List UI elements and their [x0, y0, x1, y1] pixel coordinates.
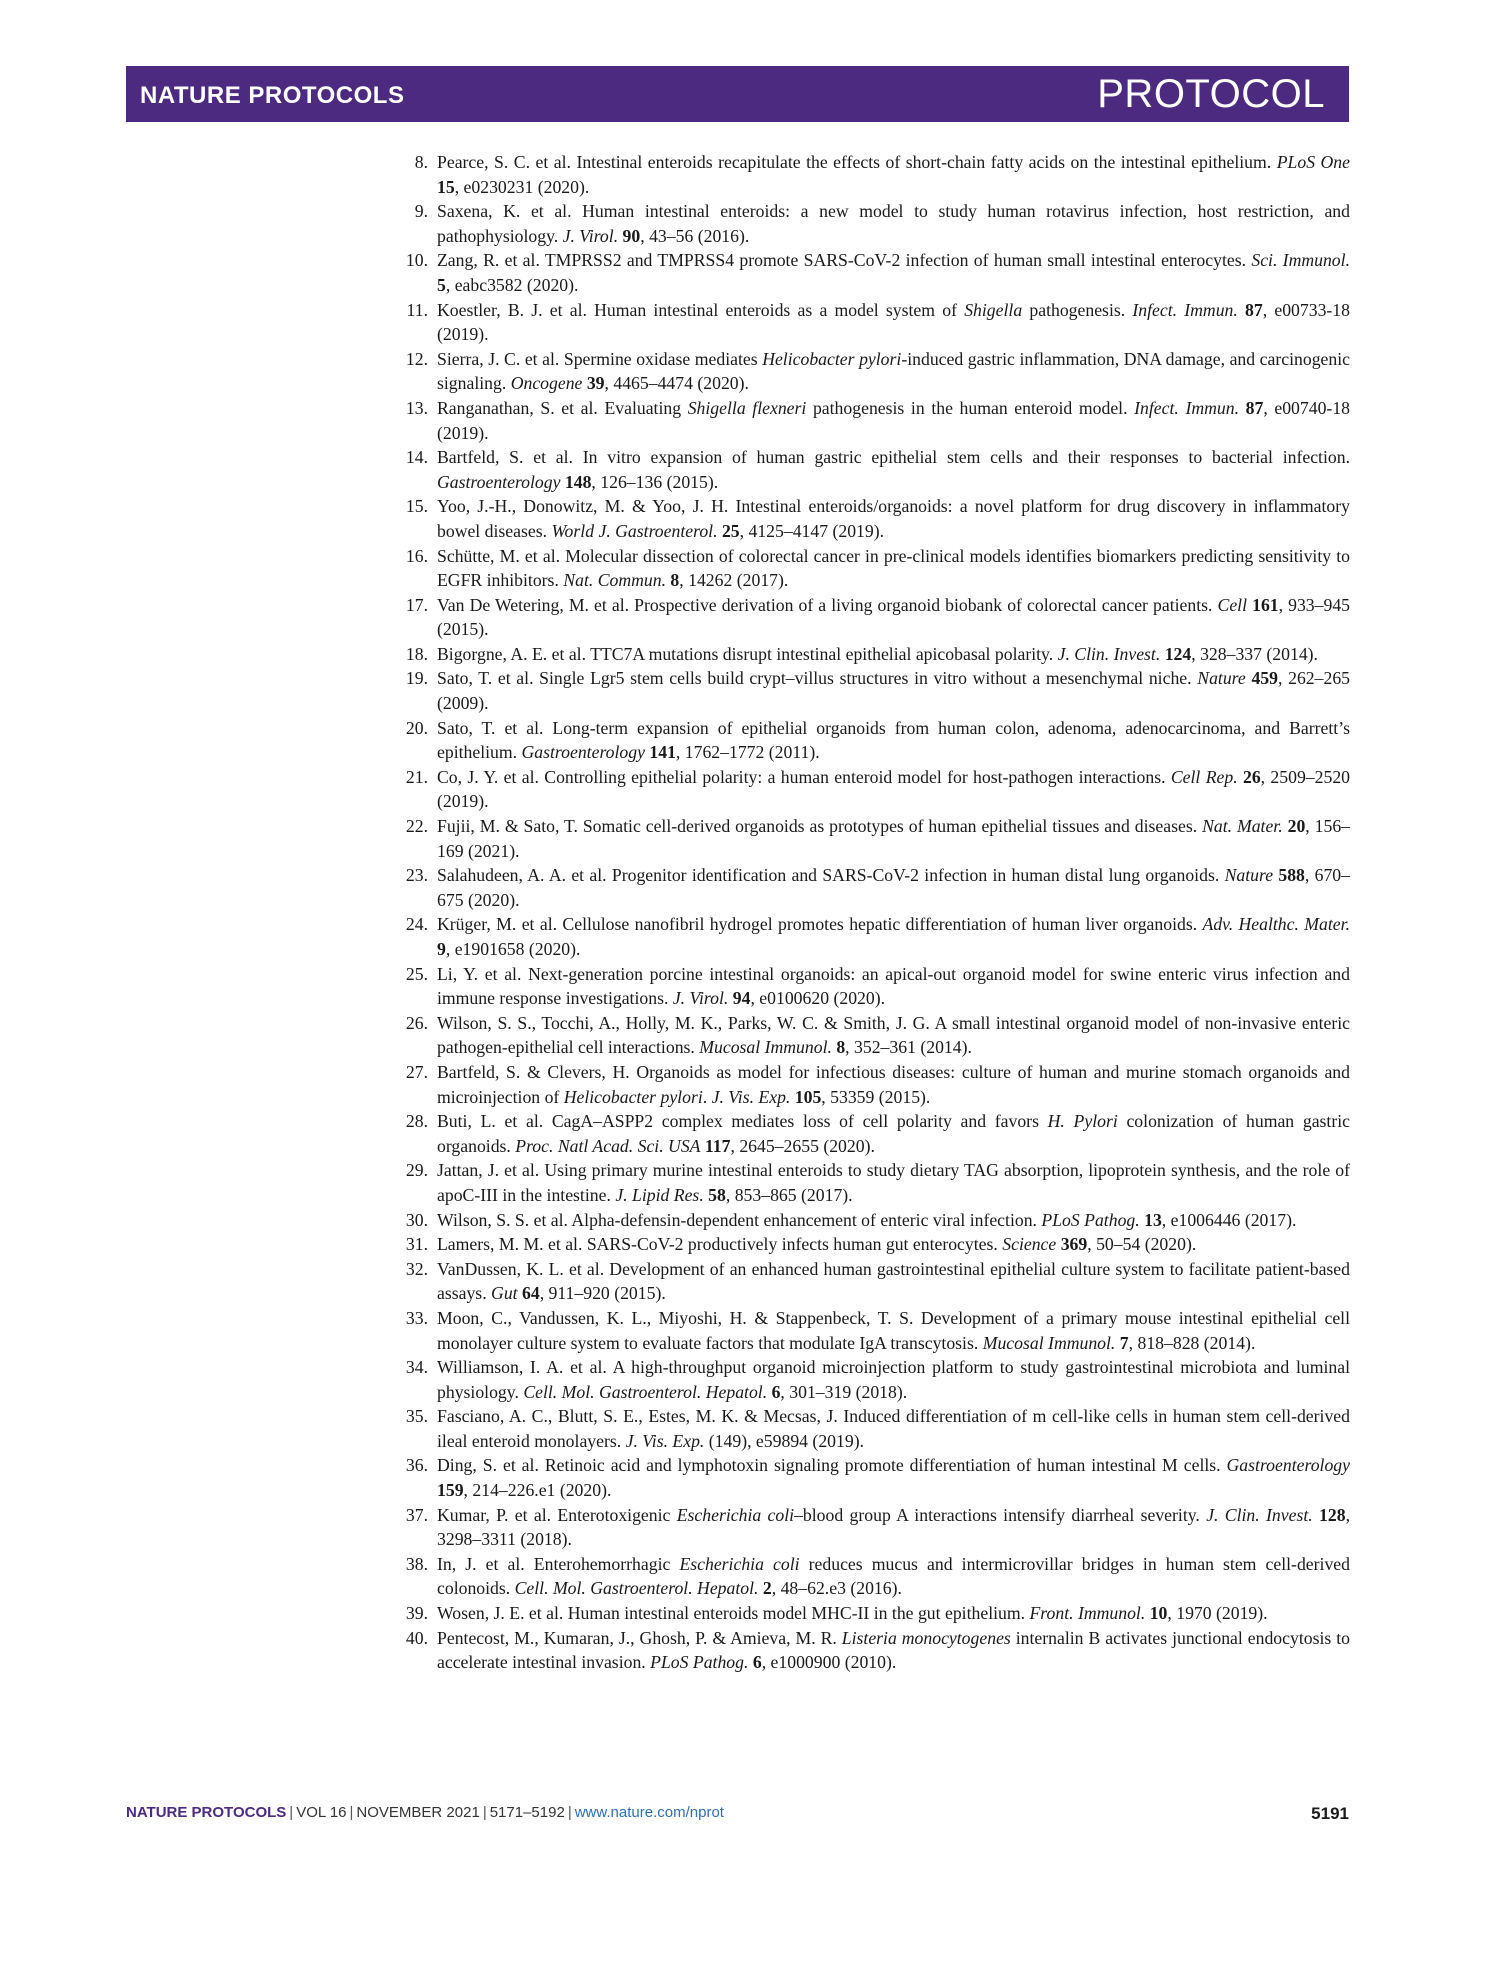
reference-number: 12. — [405, 348, 428, 369]
reference-volume: 105 — [794, 1086, 822, 1107]
reference-volume: 94 — [732, 988, 751, 1009]
reference-volume: 6 — [771, 1381, 781, 1402]
reference-text: Fasciano, A. C., Blutt, S. E., Estes, M. K. & Mecsas, J. Induced differentiation of m cell-like cells in human stem cell-derived ileal enteroid monolayers. — [437, 1406, 1350, 1451]
reference-italic-text: Proc. Natl Acad. Sci. USA — [515, 1135, 701, 1156]
reference-item — [388, 1060, 1350, 1109]
reference-item — [388, 1232, 1350, 1257]
reference-volume: 459 — [1251, 668, 1278, 689]
reference-italic-text: H. Pylori — [1047, 1111, 1118, 1132]
reference-text: Co, J. Y. et al. Controlling epithelial polarity: a human enteroid model for host-pathogen interactions. — [437, 766, 1171, 787]
reference-item — [388, 445, 1350, 494]
reference-number: 18. — [405, 643, 428, 664]
reference-italic-text: Mucosal Immunol. — [982, 1332, 1116, 1353]
footer-journal: NATURE PROTOCOLS — [126, 1804, 287, 1821]
reference-number: 8. — [414, 152, 428, 172]
reference-number: 39. — [405, 1603, 428, 1624]
reference-italic-text: Nature — [1197, 668, 1246, 689]
reference-text: Koestler, B. J. et al. Human intestinal enteroids as a model system of — [437, 299, 965, 320]
reference-text: (149), e59894 (2019). — [704, 1430, 865, 1451]
reference-volume: 5 — [437, 274, 446, 295]
reference-text: reduces mucus and intermicrovillar bridges in human stem cell-derived colonoids. — [437, 1553, 1350, 1599]
reference-italic-text: Nat. Commun. — [563, 570, 666, 591]
reference-text: Moon, C., Vandussen, K. L., Miyoshi, H. & Stappenbeck, T. S. Development of a primary mouse intestinal epithelial cell monolayer culture system to evaluate factors that modulate IgA transcytosis. — [437, 1307, 1350, 1353]
reference-italic-text: Oncogene — [510, 373, 583, 394]
reference-item — [388, 396, 1350, 445]
journal-header-bar — [126, 66, 1349, 122]
reference-text: , e00733-18 (2019). — [437, 299, 1350, 345]
reference-number: 38. — [405, 1553, 428, 1574]
reference-number: 23. — [405, 865, 428, 886]
reference-item — [388, 1257, 1350, 1306]
reference-italic-text: World J. Gastroenterol. — [551, 520, 718, 541]
reference-number: 11. — [406, 299, 428, 320]
journal-name: NATURE PROTOCOLS — [140, 82, 405, 109]
reference-volume: 58 — [708, 1184, 726, 1205]
reference-text: , 2509–2520 (2019). — [437, 766, 1351, 812]
reference-volume: 7 — [1119, 1332, 1129, 1353]
reference-item — [388, 1453, 1350, 1502]
reference-item — [388, 1626, 1350, 1675]
reference-italic-text: Infect. Immun. — [1132, 299, 1238, 320]
reference-volume: 124 — [1164, 643, 1192, 664]
reference-volume: 161 — [1252, 594, 1279, 615]
reference-italic-text: Gut — [491, 1283, 518, 1304]
reference-volume: 15 — [437, 176, 455, 197]
reference-text — [1238, 300, 1245, 320]
page-number: 5191 — [1311, 1804, 1349, 1823]
reference-text: , 14262 (2017). — [679, 570, 789, 591]
reference-italic-text: Helicobacter pylori — [563, 1086, 703, 1107]
reference-volume: 8 — [670, 570, 680, 591]
reference-volume: 159 — [437, 1480, 464, 1501]
reference-item — [388, 298, 1350, 347]
reference-number: 15. — [405, 496, 428, 517]
reference-italic-text: Shigella flexneri — [687, 397, 807, 418]
reference-text: Pentecost, M., Kumaran, J., Ghosh, P. & Amieva, M. R. — [437, 1627, 842, 1648]
reference-text: colonization of human gastric organoids. — [437, 1111, 1350, 1156]
reference-italic-text: J. Vis. Exp. — [711, 1086, 791, 1107]
reference-italic-text: Listeria monocytogenes — [841, 1627, 1011, 1648]
footer-url-link[interactable]: www.nature.com/nprot — [574, 1804, 724, 1821]
reference-text: , 53359 (2015). — [821, 1086, 931, 1107]
reference-text: , 301–319 (2018). — [780, 1381, 908, 1402]
reference-italic-text: Infect. Immun. — [1134, 397, 1239, 418]
reference-text: VanDussen, K. L. et al. Development of an enhanced human gastrointestinal epithelial culture system to facilitate patient-based assays. — [437, 1258, 1350, 1304]
reference-text: , 328–337 (2014). — [1191, 643, 1318, 664]
reference-volume: 87 — [1245, 397, 1264, 418]
reference-italic-text: J. Virol. — [672, 988, 729, 1009]
reference-item — [388, 863, 1350, 912]
reference-italic-text: Cell. Mol. Gastroenterol. Hepatol. — [514, 1578, 759, 1599]
reference-volume: 141 — [649, 742, 676, 763]
reference-text: , 1970 (2019). — [1167, 1603, 1268, 1624]
reference-italic-text: J. Lipid Res. — [615, 1184, 704, 1205]
reference-item — [388, 1552, 1350, 1601]
reference-text: Bartfeld, S. et al. In vitro expansion of human gastric epithelial stem cells and their responses to bacterial infection. — [437, 447, 1350, 468]
footer-volume: VOL 16 — [296, 1804, 347, 1821]
reference-item — [388, 150, 1350, 199]
reference-text: Buti, L. et al. CagA–ASPP2 complex mediates loss of cell polarity and favors — [437, 1111, 1048, 1132]
reference-number: 37. — [405, 1504, 428, 1525]
reference-text: Pearce, S. C. et al. Intestinal enteroids recapitulate the effects of short-chain fatty acids on the intestinal epithelium. — [437, 152, 1277, 172]
reference-number: 40. — [405, 1627, 428, 1648]
reference-text: , 156–169 (2021). — [437, 816, 1351, 861]
reference-item — [388, 716, 1350, 765]
reference-item — [388, 248, 1350, 297]
reference-text: Lamers, M. M. et al. SARS-CoV-2 productively infects human gut enterocytes. — [437, 1234, 1003, 1255]
reference-volume: 148 — [564, 471, 592, 492]
reference-volume: 13 — [1144, 1209, 1162, 1230]
reference-italic-text: Nature — [1224, 865, 1274, 886]
reference-italic-text: Escherichia coli — [676, 1504, 795, 1525]
reference-item — [388, 199, 1350, 248]
reference-item — [388, 642, 1350, 667]
reference-text: Wilson, S. S. et al. Alpha-defensin-dependent enhancement of enteric viral infection. — [437, 1209, 1042, 1230]
reference-number: 19. — [405, 668, 428, 689]
reference-text: , 262–265 (2009). — [437, 668, 1351, 714]
reference-text: , e1000900 (2010). — [761, 1652, 897, 1673]
reference-text: , 818–828 (2014). — [1128, 1332, 1256, 1353]
reference-number: 33. — [405, 1307, 428, 1328]
reference-text: Bigorgne, A. E. et al. TTC7A mutations disrupt intestinal epithelial apicobasal polarity. — [437, 643, 1058, 664]
reference-text: Sato, T. et al. Long-term expansion of epithelial organoids from human colon, adenoma, adenocarcinoma, and Barrett’s epithelium. — [437, 717, 1350, 763]
reference-text: , 933–945 (2015). — [437, 594, 1351, 640]
reference-number: 32. — [405, 1258, 428, 1279]
reference-volume: 39 — [586, 373, 605, 394]
reference-italic-text: Shigella — [964, 299, 1023, 320]
reference-text: Kumar, P. et al. Enterotoxigenic — [437, 1504, 677, 1525]
reference-volume: 20 — [1287, 816, 1306, 837]
reference-number: 27. — [405, 1061, 428, 1082]
reference-volume: 588 — [1278, 865, 1305, 886]
reference-text: , 126–136 (2015). — [591, 471, 719, 492]
reference-italic-text: Sci. Immunol. — [1251, 250, 1350, 271]
reference-number: 26. — [405, 1012, 428, 1033]
reference-item — [388, 544, 1350, 593]
reference-text: , 43–56 (2016). — [640, 225, 750, 246]
reference-number: 16. — [405, 545, 428, 566]
reference-text: Zang, R. et al. TMPRSS2 and TMPRSS4 promote SARS-CoV-2 infection of human small intestinal enterocytes. — [437, 250, 1252, 271]
reference-text: , e1901658 (2020). — [445, 939, 581, 959]
reference-text: internalin B activates junctional endocytosis to accelerate intestinal invasion. — [437, 1627, 1350, 1673]
reference-italic-text: Cell. Mol. Gastroenterol. Hepatol. — [523, 1381, 768, 1402]
reference-text: Li, Y. et al. Next-generation porcine intestinal organoids: an apical-out organoid model for swine enteric virus infection and immune response investigations. — [437, 963, 1350, 1009]
reference-item — [388, 814, 1350, 863]
reference-item — [388, 1601, 1350, 1626]
reference-text — [1239, 398, 1246, 418]
reference-italic-text: Mucosal Immunol. — [699, 1037, 832, 1058]
reference-text: , e00740-18 (2019). — [437, 397, 1351, 443]
reference-text: , 853–865 (2017). — [725, 1184, 853, 1205]
reference-item — [388, 765, 1350, 814]
reference-text: , 352–361 (2014). — [845, 1037, 972, 1058]
reference-italic-text: J. Virol. — [562, 225, 619, 246]
reference-italic-text: Helicobacter pylori — [762, 348, 902, 369]
reference-text: Saxena, K. et al. Human intestinal enteroids: a new model to study human rotavirus infection, host restriction, and pathophysiology. — [437, 201, 1350, 246]
reference-text: , 911–920 (2015). — [539, 1283, 666, 1304]
reference-italic-text: PLoS One — [1276, 152, 1350, 172]
reference-item — [388, 1109, 1350, 1158]
reference-item — [388, 1355, 1350, 1404]
reference-italic-text: Gastroenterology — [1226, 1455, 1350, 1476]
reference-number: 24. — [405, 914, 428, 935]
reference-text: Williamson, I. A. et al. A high-throughput organoid microinjection platform to study gastrointestinal microbiota and luminal physiology. — [437, 1357, 1350, 1402]
reference-volume: 128 — [1319, 1504, 1346, 1525]
reference-text: Sato, T. et al. Single Lgr5 stem cells build crypt–villus structures in vitro without a mesenchymal niche. — [437, 668, 1198, 689]
reference-text: , e0230231 (2020). — [454, 176, 590, 197]
reference-number: 31. — [405, 1234, 428, 1255]
reference-number: 13. — [405, 397, 428, 418]
reference-number: 30. — [405, 1209, 428, 1230]
reference-text: –blood group A interactions intensify diarrheal severity. — [794, 1504, 1207, 1525]
reference-volume: 9 — [437, 939, 446, 959]
reference-text: , 2645–2655 (2020). — [730, 1135, 875, 1156]
reference-volume: 64 — [522, 1283, 540, 1304]
reference-italic-text: J. Clin. Invest. — [1206, 1504, 1313, 1525]
reference-item — [388, 1011, 1350, 1060]
reference-text: , 4465–4474 (2020). — [604, 373, 749, 394]
reference-volume: 25 — [721, 520, 740, 541]
reference-number: 9. — [414, 201, 428, 222]
reference-text: Ranganathan, S. et al. Evaluating — [437, 397, 688, 418]
reference-italic-text: J. Vis. Exp. — [625, 1430, 705, 1451]
reference-italic-text: PLoS Pathog. — [650, 1652, 749, 1673]
reference-list — [388, 150, 1350, 1675]
reference-italic-text: Gastroenterology — [437, 471, 561, 492]
reference-text: Van De Wetering, M. et al. Prospective derivation of a living organoid biobank of colorectal cancer patients. — [437, 594, 1218, 615]
reference-text: Sierra, J. C. et al. Spermine oxidase mediates — [437, 348, 763, 369]
reference-volume: 369 — [1060, 1234, 1088, 1255]
reference-number: 25. — [405, 963, 428, 984]
reference-text: , 670–675 (2020). — [437, 865, 1350, 910]
reference-volume: 87 — [1245, 299, 1263, 320]
footer-date: NOVEMBER 2021 — [356, 1804, 480, 1821]
reference-italic-text: Science — [1002, 1234, 1057, 1255]
reference-text: , 214–226.e1 (2020). — [463, 1480, 612, 1501]
reference-volume: 2 — [762, 1578, 772, 1599]
reference-text: Salahudeen, A. A. et al. Progenitor identification and SARS-CoV-2 infection in human distal lung organoids. — [437, 865, 1225, 886]
reference-text: Schütte, M. et al. Molecular dissection of colorectal cancer in pre-clinical models identifies biomarkers predicting sensitivity to EGFR inhibitors. — [437, 545, 1350, 591]
reference-text: , 1762–1772 (2011). — [675, 742, 820, 763]
reference-text: Fujii, M. & Sato, T. Somatic cell-derived organoids as prototypes of human epithelial tissues and diseases. — [437, 816, 1203, 837]
reference-item — [388, 1306, 1350, 1355]
reference-text: pathogenesis in the human enteroid model. — [806, 397, 1135, 418]
reference-item — [388, 1158, 1350, 1207]
reference-item — [388, 347, 1350, 396]
reference-italic-text: Cell — [1217, 594, 1248, 615]
reference-item — [388, 1208, 1350, 1233]
reference-number: 29. — [405, 1160, 428, 1181]
reference-italic-text: Gastroenterology — [521, 742, 645, 763]
reference-volume: 8 — [836, 1037, 846, 1058]
reference-number: 34. — [405, 1357, 428, 1378]
reference-italic-text: Adv. Healthc. Mater. — [1202, 914, 1350, 935]
reference-volume: 6 — [752, 1652, 762, 1673]
reference-italic-text: Nat. Mater. — [1202, 816, 1283, 837]
reference-italic-text: J. Clin. Invest. — [1057, 643, 1161, 664]
reference-number: 36. — [405, 1455, 428, 1476]
footer-citation: NATURE PROTOCOLS | VOL 16 | NOVEMBER 2021 | 5171–5192 | www.nature.com/nprot — [126, 1804, 724, 1821]
footer-pages: 5171–5192 — [489, 1804, 565, 1821]
reference-italic-text: PLoS Pathog. — [1041, 1209, 1140, 1230]
reference-item — [388, 962, 1350, 1011]
reference-number: 14. — [405, 447, 428, 468]
reference-text: , 48–62.e3 (2016). — [771, 1578, 902, 1599]
reference-italic-text: Front. Immunol. — [1029, 1603, 1146, 1624]
reference-item — [388, 494, 1350, 543]
reference-number: 17. — [405, 594, 428, 615]
reference-number: 21. — [405, 766, 428, 787]
reference-item — [388, 1404, 1350, 1453]
reference-number: 10. — [405, 250, 428, 271]
article-type: PROTOCOL — [1097, 72, 1325, 116]
reference-text: Jattan, J. et al. Using primary murine intestinal enteroids to study dietary TAG absorption, lipoprotein synthesis, and the role of apoC-III in the intestine. — [437, 1160, 1350, 1205]
reference-volume: 26 — [1242, 766, 1261, 787]
reference-item — [388, 593, 1350, 642]
reference-italic-text: Escherichia coli — [679, 1553, 800, 1574]
reference-volume: 117 — [704, 1135, 731, 1156]
page-footer — [126, 1804, 1349, 1830]
reference-number: 22. — [405, 816, 428, 837]
reference-item — [388, 912, 1350, 961]
reference-italic-text: Cell Rep. — [1170, 766, 1238, 787]
reference-text: Ding, S. et al. Retinoic acid and lymphotoxin signaling promote differentiation of human intestinal M cells. — [437, 1455, 1227, 1476]
reference-item — [388, 666, 1350, 715]
reference-volume: 10 — [1149, 1603, 1168, 1624]
reference-text: Wilson, S. S., Tocchi, A., Holly, M. K., Parks, W. C. & Smith, J. G. A small intestinal organoid model of non-invasive enteric pathogen-epithelial cell interactions. — [437, 1012, 1350, 1058]
reference-volume: 90 — [622, 225, 641, 246]
reference-text: , e0100620 (2020). — [750, 988, 886, 1009]
reference-number: 35. — [405, 1406, 428, 1427]
reference-text: -induced gastric inflammation, DNA damage, and carcinogenic signaling. — [437, 348, 1350, 394]
reference-text: pathogenesis. — [1022, 299, 1133, 320]
reference-text: Yoo, J.-H., Donowitz, M. & Yoo, J. H. Intestinal enteroids/organoids: a novel platform for drug discovery in inflammatory bowel diseases. — [437, 496, 1350, 541]
reference-text: In, J. et al. Enterohemorrhagic — [437, 1553, 680, 1574]
reference-text: Krüger, M. et al. Cellulose nanofibril hydrogel promotes hepatic differentiation of human liver organoids. — [437, 914, 1203, 935]
reference-text: , e1006446 (2017). — [1161, 1209, 1297, 1230]
reference-text: Bartfeld, S. & Clevers, H. Organoids as model for infectious diseases: culture of human and murine stomach organoids and microinjection of — [437, 1061, 1350, 1107]
reference-text: , 4125–4147 (2019). — [739, 520, 885, 541]
reference-text: , eabc3582 (2020). — [445, 274, 579, 295]
reference-text: . — [702, 1086, 712, 1107]
reference-number: 20. — [405, 717, 428, 738]
reference-item — [388, 1503, 1350, 1552]
reference-number: 28. — [405, 1111, 428, 1132]
reference-text: Wosen, J. E. et al. Human intestinal enteroids model MHC-II in the gut epithelium. — [437, 1603, 1030, 1624]
reference-text: , 50–54 (2020). — [1087, 1234, 1197, 1255]
reference-text: , 3298–3311 (2018). — [437, 1504, 1350, 1550]
